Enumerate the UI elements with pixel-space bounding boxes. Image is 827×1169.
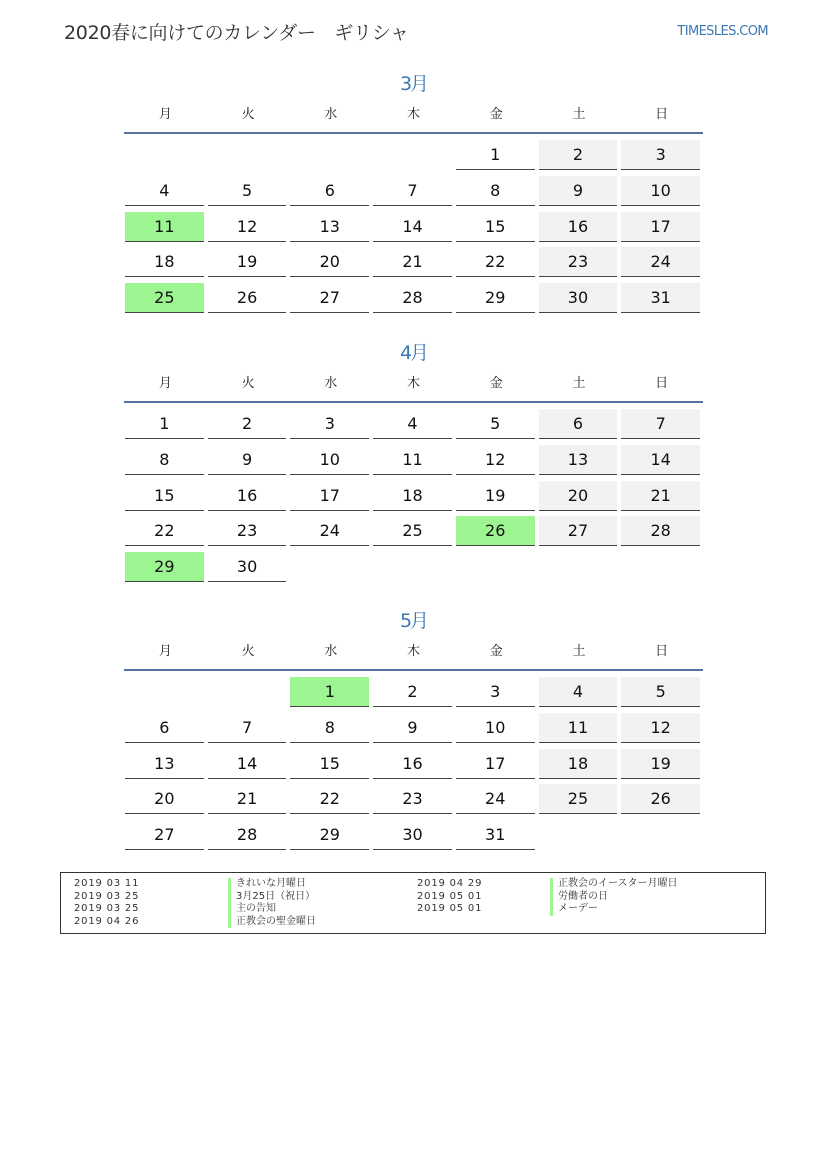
day-grid bbox=[124, 408, 703, 587]
day-number: 19 bbox=[456, 481, 535, 511]
day-number: 21 bbox=[373, 247, 452, 277]
day-cell bbox=[455, 444, 538, 480]
legend-holiday-name: 3月25日（祝日） bbox=[228, 891, 315, 904]
day-cell bbox=[620, 408, 703, 444]
day-cell bbox=[620, 282, 703, 318]
empty-cell bbox=[289, 551, 372, 587]
day-number: 25 bbox=[539, 784, 618, 814]
month-block bbox=[124, 70, 703, 318]
day-number: 24 bbox=[456, 784, 535, 814]
day-number: 8 bbox=[456, 176, 535, 206]
day-number: 27 bbox=[539, 516, 618, 546]
weekday-label: 土 bbox=[572, 644, 586, 659]
day-number: 22 bbox=[125, 516, 204, 546]
day-number: 23 bbox=[539, 247, 618, 277]
legend-date: 2019 04 29 bbox=[417, 878, 483, 889]
weekday-label: 月 bbox=[158, 376, 172, 391]
empty-cell bbox=[455, 551, 538, 587]
day-number: 26 bbox=[456, 516, 535, 546]
day-cell bbox=[538, 175, 621, 211]
day-number: 24 bbox=[290, 516, 369, 546]
day-cell bbox=[372, 444, 455, 480]
weekday-label: 土 bbox=[572, 376, 586, 391]
day-cell bbox=[620, 246, 703, 282]
day-cell bbox=[207, 712, 290, 748]
weekday-label: 火 bbox=[241, 376, 255, 391]
day-cell bbox=[289, 246, 372, 282]
day-cell bbox=[124, 819, 207, 855]
holiday-day-cell bbox=[124, 551, 207, 587]
legend-holiday-name: きれいな月曜日 bbox=[228, 878, 306, 891]
day-number: 28 bbox=[373, 283, 452, 313]
day-cell bbox=[620, 211, 703, 247]
day-number: 17 bbox=[456, 749, 535, 779]
day-cell bbox=[620, 175, 703, 211]
legend-date: 2019 03 25 bbox=[74, 903, 140, 914]
day-number: 3 bbox=[290, 409, 369, 439]
day-number: 3 bbox=[621, 140, 700, 170]
day-cell bbox=[207, 175, 290, 211]
day-number: 23 bbox=[208, 516, 287, 546]
month-block bbox=[124, 607, 703, 855]
day-number: 20 bbox=[539, 481, 618, 511]
day-number: 27 bbox=[290, 283, 369, 313]
day-cell bbox=[289, 211, 372, 247]
empty-cell bbox=[538, 551, 621, 587]
day-number: 25 bbox=[373, 516, 452, 546]
day-number: 16 bbox=[539, 212, 618, 242]
day-number: 29 bbox=[125, 552, 204, 582]
week-row bbox=[124, 246, 703, 282]
day-cell bbox=[538, 515, 621, 551]
day-cell bbox=[455, 480, 538, 516]
day-number: 29 bbox=[290, 820, 369, 850]
day-number: 18 bbox=[539, 749, 618, 779]
week-row bbox=[124, 139, 703, 175]
day-number: 26 bbox=[208, 283, 287, 313]
day-number: 8 bbox=[290, 713, 369, 743]
holiday-legend bbox=[60, 872, 766, 934]
day-grid bbox=[124, 676, 703, 855]
month-title: 5月 bbox=[399, 610, 428, 632]
weekday-label: 水 bbox=[324, 107, 338, 122]
day-cell bbox=[372, 246, 455, 282]
week-row bbox=[124, 748, 703, 784]
week-row bbox=[124, 175, 703, 211]
legend-date: 2019 05 01 bbox=[417, 890, 483, 902]
week-row bbox=[124, 211, 703, 247]
day-number: 30 bbox=[539, 283, 618, 313]
weekday-label: 木 bbox=[407, 107, 421, 122]
weekday-header bbox=[124, 106, 703, 134]
day-number: 19 bbox=[621, 749, 700, 779]
day-number: 17 bbox=[621, 212, 700, 242]
day-cell bbox=[538, 246, 621, 282]
weekday-label: 月 bbox=[158, 644, 172, 659]
day-number: 13 bbox=[125, 749, 204, 779]
day-cell bbox=[538, 748, 621, 784]
holiday-day-cell bbox=[289, 676, 372, 712]
site-link[interactable]: TIMESLES.COM bbox=[677, 24, 768, 39]
day-cell bbox=[124, 246, 207, 282]
day-number: 24 bbox=[621, 247, 700, 277]
day-number: 21 bbox=[208, 784, 287, 814]
legend-holiday-name: 主の告知 bbox=[228, 903, 276, 916]
day-cell bbox=[207, 551, 290, 587]
day-cell bbox=[289, 712, 372, 748]
legend-date: 2019 03 25 bbox=[74, 890, 140, 902]
day-cell bbox=[289, 282, 372, 318]
day-number: 11 bbox=[125, 212, 204, 242]
day-cell bbox=[207, 408, 290, 444]
day-cell bbox=[455, 175, 538, 211]
day-number: 31 bbox=[456, 820, 535, 850]
day-number: 25 bbox=[125, 283, 204, 313]
day-cell bbox=[538, 480, 621, 516]
day-number: 5 bbox=[208, 176, 287, 206]
day-number: 19 bbox=[208, 247, 287, 277]
day-cell bbox=[455, 712, 538, 748]
empty-cell bbox=[124, 139, 207, 175]
day-cell bbox=[372, 408, 455, 444]
week-row bbox=[124, 819, 703, 855]
day-number: 23 bbox=[373, 784, 452, 814]
day-cell bbox=[207, 282, 290, 318]
empty-cell bbox=[372, 139, 455, 175]
week-row bbox=[124, 783, 703, 819]
day-number: 4 bbox=[373, 409, 452, 439]
day-number: 6 bbox=[539, 409, 618, 439]
day-cell bbox=[124, 444, 207, 480]
day-cell bbox=[124, 783, 207, 819]
day-cell bbox=[538, 676, 621, 712]
weekday-label: 木 bbox=[407, 376, 421, 391]
weekday-label: 土 bbox=[572, 107, 586, 122]
day-cell bbox=[455, 748, 538, 784]
day-cell bbox=[455, 246, 538, 282]
empty-cell bbox=[620, 551, 703, 587]
week-row bbox=[124, 676, 703, 712]
day-number: 4 bbox=[125, 176, 204, 206]
day-cell bbox=[207, 480, 290, 516]
day-cell bbox=[620, 444, 703, 480]
empty-cell bbox=[538, 819, 621, 855]
day-cell bbox=[207, 748, 290, 784]
day-cell bbox=[207, 246, 290, 282]
day-number: 10 bbox=[621, 176, 700, 206]
day-cell bbox=[620, 515, 703, 551]
day-number: 30 bbox=[373, 820, 452, 850]
day-number: 5 bbox=[621, 677, 700, 707]
empty-cell bbox=[620, 819, 703, 855]
day-cell bbox=[124, 748, 207, 784]
day-cell bbox=[289, 444, 372, 480]
weekday-label: 金 bbox=[489, 376, 503, 391]
day-cell bbox=[207, 444, 290, 480]
day-number: 5 bbox=[456, 409, 535, 439]
weekday-label: 日 bbox=[655, 644, 669, 659]
day-cell bbox=[538, 211, 621, 247]
day-cell bbox=[455, 676, 538, 712]
month-block bbox=[124, 339, 703, 587]
day-cell bbox=[372, 712, 455, 748]
weekday-header bbox=[124, 643, 703, 671]
day-cell bbox=[372, 783, 455, 819]
day-number: 12 bbox=[456, 445, 535, 475]
day-cell bbox=[289, 515, 372, 551]
day-number: 15 bbox=[290, 749, 369, 779]
day-number: 21 bbox=[621, 481, 700, 511]
page-title: 2020春に向けてのカレンダー ギリシャ bbox=[64, 22, 409, 44]
weekday-label: 日 bbox=[655, 107, 669, 122]
day-number: 4 bbox=[539, 677, 618, 707]
weekday-label: 月 bbox=[158, 107, 172, 122]
weekday-label: 火 bbox=[241, 644, 255, 659]
day-number: 11 bbox=[373, 445, 452, 475]
weekday-label: 水 bbox=[324, 644, 338, 659]
day-number: 9 bbox=[373, 713, 452, 743]
day-number: 16 bbox=[208, 481, 287, 511]
legend-holiday-name: 正教会の聖金曜日 bbox=[228, 916, 316, 929]
day-number: 1 bbox=[125, 409, 204, 439]
empty-cell bbox=[289, 139, 372, 175]
day-number: 3 bbox=[456, 677, 535, 707]
weekday-label: 水 bbox=[324, 376, 338, 391]
day-cell bbox=[455, 783, 538, 819]
legend-holiday-name: 労働者の日 bbox=[550, 891, 608, 904]
day-cell bbox=[538, 444, 621, 480]
day-cell bbox=[289, 408, 372, 444]
day-number: 30 bbox=[208, 552, 287, 582]
day-number: 20 bbox=[290, 247, 369, 277]
day-cell bbox=[124, 480, 207, 516]
day-cell bbox=[538, 282, 621, 318]
day-cell bbox=[289, 175, 372, 211]
day-cell bbox=[372, 175, 455, 211]
day-number: 12 bbox=[208, 212, 287, 242]
month-title: 3月 bbox=[399, 73, 428, 95]
day-cell bbox=[372, 819, 455, 855]
day-cell bbox=[207, 211, 290, 247]
day-number: 28 bbox=[208, 820, 287, 850]
day-cell bbox=[289, 480, 372, 516]
legend-holiday-name: 正教会のイースター月曜日 bbox=[550, 878, 678, 891]
legend-date: 2019 03 11 bbox=[74, 878, 140, 889]
day-cell bbox=[124, 175, 207, 211]
day-cell bbox=[620, 748, 703, 784]
day-cell bbox=[372, 748, 455, 784]
week-row bbox=[124, 408, 703, 444]
day-number: 7 bbox=[621, 409, 700, 439]
holiday-day-cell bbox=[124, 282, 207, 318]
day-cell bbox=[207, 819, 290, 855]
day-number: 8 bbox=[125, 445, 204, 475]
day-number: 20 bbox=[125, 784, 204, 814]
day-number: 28 bbox=[621, 516, 700, 546]
empty-cell bbox=[124, 676, 207, 712]
day-cell bbox=[207, 783, 290, 819]
day-number: 6 bbox=[290, 176, 369, 206]
day-number: 22 bbox=[456, 247, 535, 277]
day-cell bbox=[289, 819, 372, 855]
day-number: 10 bbox=[456, 713, 535, 743]
day-number: 18 bbox=[373, 481, 452, 511]
holiday-day-cell bbox=[455, 515, 538, 551]
day-cell bbox=[455, 408, 538, 444]
day-number: 7 bbox=[373, 176, 452, 206]
day-cell bbox=[538, 139, 621, 175]
day-number: 2 bbox=[539, 140, 618, 170]
weekday-header bbox=[124, 375, 703, 403]
empty-cell bbox=[207, 676, 290, 712]
day-cell bbox=[124, 408, 207, 444]
day-cell bbox=[538, 783, 621, 819]
day-cell bbox=[372, 211, 455, 247]
day-number: 27 bbox=[125, 820, 204, 850]
day-number: 7 bbox=[208, 713, 287, 743]
day-number: 29 bbox=[456, 283, 535, 313]
day-grid bbox=[124, 139, 703, 318]
week-row bbox=[124, 712, 703, 748]
day-number: 13 bbox=[290, 212, 369, 242]
day-number: 11 bbox=[539, 713, 618, 743]
empty-cell bbox=[207, 139, 290, 175]
day-cell bbox=[620, 783, 703, 819]
day-cell bbox=[372, 480, 455, 516]
day-number: 16 bbox=[373, 749, 452, 779]
day-cell bbox=[207, 515, 290, 551]
day-cell bbox=[289, 748, 372, 784]
day-number: 17 bbox=[290, 481, 369, 511]
day-number: 22 bbox=[290, 784, 369, 814]
day-number: 15 bbox=[456, 212, 535, 242]
day-cell bbox=[620, 480, 703, 516]
week-row bbox=[124, 282, 703, 318]
empty-cell bbox=[372, 551, 455, 587]
day-number: 2 bbox=[208, 409, 287, 439]
day-cell bbox=[538, 712, 621, 748]
day-cell bbox=[620, 712, 703, 748]
day-number: 14 bbox=[621, 445, 700, 475]
holiday-day-cell bbox=[124, 211, 207, 247]
legend-date: 2019 04 26 bbox=[74, 915, 140, 927]
day-cell bbox=[538, 408, 621, 444]
day-cell bbox=[455, 139, 538, 175]
day-number: 6 bbox=[125, 713, 204, 743]
day-cell bbox=[372, 676, 455, 712]
day-cell bbox=[455, 819, 538, 855]
day-number: 14 bbox=[373, 212, 452, 242]
weekday-label: 火 bbox=[241, 107, 255, 122]
day-number: 14 bbox=[208, 749, 287, 779]
day-number: 15 bbox=[125, 481, 204, 511]
week-row bbox=[124, 515, 703, 551]
day-number: 2 bbox=[373, 677, 452, 707]
day-number: 26 bbox=[621, 784, 700, 814]
day-cell bbox=[620, 676, 703, 712]
day-cell bbox=[455, 211, 538, 247]
weekday-label: 金 bbox=[489, 107, 503, 122]
day-number: 31 bbox=[621, 283, 700, 313]
day-number: 9 bbox=[208, 445, 287, 475]
weekday-label: 木 bbox=[407, 644, 421, 659]
day-cell bbox=[372, 515, 455, 551]
day-cell bbox=[455, 282, 538, 318]
day-cell bbox=[372, 282, 455, 318]
day-cell bbox=[124, 515, 207, 551]
legend-date: 2019 05 01 bbox=[417, 903, 483, 914]
day-number: 18 bbox=[125, 247, 204, 277]
week-row bbox=[124, 551, 703, 587]
week-row bbox=[124, 444, 703, 480]
day-cell bbox=[124, 712, 207, 748]
weekday-label: 金 bbox=[489, 644, 503, 659]
legend-holiday-name: メーデー bbox=[550, 903, 598, 916]
week-row bbox=[124, 480, 703, 516]
day-number: 1 bbox=[456, 140, 535, 170]
month-title: 4月 bbox=[399, 342, 428, 364]
day-number: 9 bbox=[539, 176, 618, 206]
day-cell bbox=[289, 783, 372, 819]
day-number: 12 bbox=[621, 713, 700, 743]
day-number: 10 bbox=[290, 445, 369, 475]
weekday-label: 日 bbox=[655, 376, 669, 391]
day-number: 1 bbox=[290, 677, 369, 707]
day-cell bbox=[620, 139, 703, 175]
day-number: 13 bbox=[539, 445, 618, 475]
